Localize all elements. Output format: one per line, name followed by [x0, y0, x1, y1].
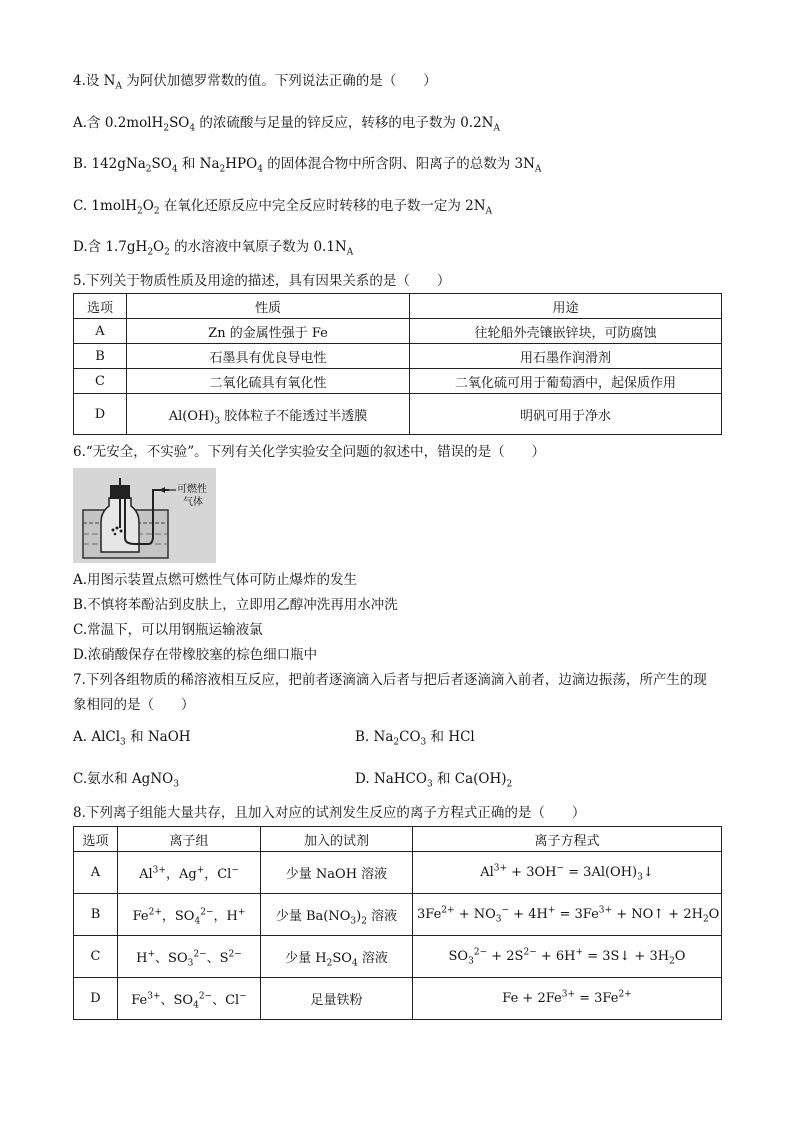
table-row	[74, 394, 722, 435]
table-cell: $Al(OH)_3$ 胶体粒子不能透过半透膜	[127, 394, 410, 435]
table-cell: B	[74, 344, 127, 369]
table-row	[74, 319, 722, 344]
table-row	[74, 936, 722, 978]
q6-option-a: A.用图示装置点燃可燃性气体可防止爆炸的发生	[73, 572, 358, 588]
table-cell: Zn 的金属性强于 Fe	[127, 319, 410, 344]
q6-option-c: C.常温下，可以用钢瓶运输液氯	[73, 622, 263, 638]
table-cell: 少量 $H_2SO_4$ 溶液	[261, 936, 413, 978]
q4-option-d: D.含 $1.7gH_2O_2$ 的水溶液中氧原子数为 $0.1N_A$	[73, 239, 354, 258]
table-cell: 二氧化硫具有氧化性	[127, 369, 410, 394]
figure-label-gas: 气体	[183, 497, 203, 508]
q4-option-c: C. $1molH_2O_2$ 在氧化还原反应中完全反应时转移的电子数一定为 $2N_A$	[73, 198, 493, 217]
table-header-row	[74, 827, 722, 852]
table-cell: D	[74, 394, 127, 435]
table-row	[74, 344, 722, 369]
apparatus-drawing	[73, 468, 216, 563]
table-cell: $Fe + 2Fe^{3+} = 3Fe^{2+}$	[413, 978, 722, 1020]
table-row	[74, 369, 722, 394]
q4-stem: 4.设 $N_A$ 为阿伏加德罗常数的值。下列说法正确的是（ ）	[73, 73, 437, 92]
table-cell: A	[74, 319, 127, 344]
q7-option-a: A. AlCl$_3$ 和 NaOH	[73, 729, 191, 748]
table-cell: $Al^{3+} + 3OH^-$ = $3Al(OH)_3↓$	[413, 852, 722, 894]
table-header: 选项	[74, 827, 118, 852]
table-cell: $SO_3^{2-} + 2S^{2-} + 6H^+$ = 3S↓ + $3H_2O$	[413, 936, 722, 978]
table-cell: A	[74, 852, 118, 894]
table-cell: B	[74, 894, 118, 936]
table-cell: 足量铁粉	[261, 978, 413, 1020]
table-header: 加入的试剂	[261, 827, 413, 852]
table-cell: $Fe^{2+}$，$SO_4^{2-}$，H+	[118, 894, 261, 936]
table-header: 用途	[410, 294, 722, 319]
q8-stem: 8.下列离子组能大量共存，且加入对应的试剂发生反应的离子方程式正确的是（ ）	[73, 805, 586, 821]
q6-option-d: D.浓硝酸保存在带橡胶塞的棕色细口瓶中	[73, 647, 318, 663]
q7-option-d: D. NaHCO$_3$ 和 $Ca(OH)_2$	[355, 771, 513, 790]
table-cell: 二氧化硫可用于葡萄酒中，起保质作用	[410, 369, 722, 394]
table-row	[74, 978, 722, 1020]
table-cell: H+、$SO_3^{2-}$、$S^{2-}$	[118, 936, 261, 978]
q4-option-a: A.含 $0.2molH_2SO_4$ 的浓硫酸与足量的锌反应，转移的电子数为 $0.2N_A$	[73, 115, 500, 134]
table-cell: 明矾可用于净水	[410, 394, 722, 435]
table-cell: 少量 $Ba(NO_3)_2$ 溶液	[261, 894, 413, 936]
q5-table	[73, 293, 722, 435]
q4-option-b: B. $142gNa_2SO_4$ 和 $Na_2HPO_4$ 的固体混合物中所含阴、阳离子的总数为 $3N_A$	[73, 156, 542, 175]
q8-table	[73, 826, 722, 1020]
table-header-row	[74, 294, 722, 319]
q6-stem: 6.“无安全，不实验”。下列有关化学实验安全问题的叙述中，错误的是（ ）	[73, 444, 546, 460]
table-cell: D	[74, 978, 118, 1020]
q6-option-b: B.不慎将苯酚沾到皮肤上，立即用乙醇冲洗再用水冲洗	[73, 597, 398, 613]
figure-label-flammable: 可燃性	[177, 484, 207, 495]
table-cell: 石墨具有优良导电性	[127, 344, 410, 369]
q5-stem: 5.下列关于物质性质及用途的描述，具有因果关系的是（ ）	[73, 273, 451, 289]
table-cell: C	[74, 369, 127, 394]
table-header: 离子方程式	[413, 827, 722, 852]
table-header: 性质	[127, 294, 410, 319]
table-cell: $Al^{3+}$，Ag+，Cl−	[118, 852, 261, 894]
table-cell: 用石墨作润滑剂	[410, 344, 722, 369]
table-row	[74, 852, 722, 894]
table-cell: 往轮船外壳镶嵌锌块，可防腐蚀	[410, 319, 722, 344]
q7-option-c: C.氨水和 AgNO$_3$	[73, 771, 179, 790]
table-cell: 少量 NaOH 溶液	[261, 852, 413, 894]
q7-stem-line-1: 7.下列各组物质的稀溶液相互反应，把前者逐滴滴入后者与把后者逐滴滴入前者，边滴边振荡，所产生的现	[73, 672, 707, 688]
table-row	[74, 894, 722, 936]
gas-ignition-apparatus-figure	[73, 468, 216, 563]
table-header: 选项	[74, 294, 127, 319]
table-cell: C	[74, 936, 118, 978]
table-cell: $3Fe^{2+} + NO_3^- + 4H^+ = 3Fe^{3+}$ + NO↑ + $2H_2O$	[413, 894, 722, 936]
table-cell: $Fe^{3+}$、$SO_4^{2-}$、Cl−	[118, 978, 261, 1020]
q7-option-b: B. $Na_2CO_3$ 和 HCl	[355, 729, 475, 748]
table-header: 离子组	[118, 827, 261, 852]
q7-stem-line-2: 象相同的是（ ）	[73, 697, 195, 713]
